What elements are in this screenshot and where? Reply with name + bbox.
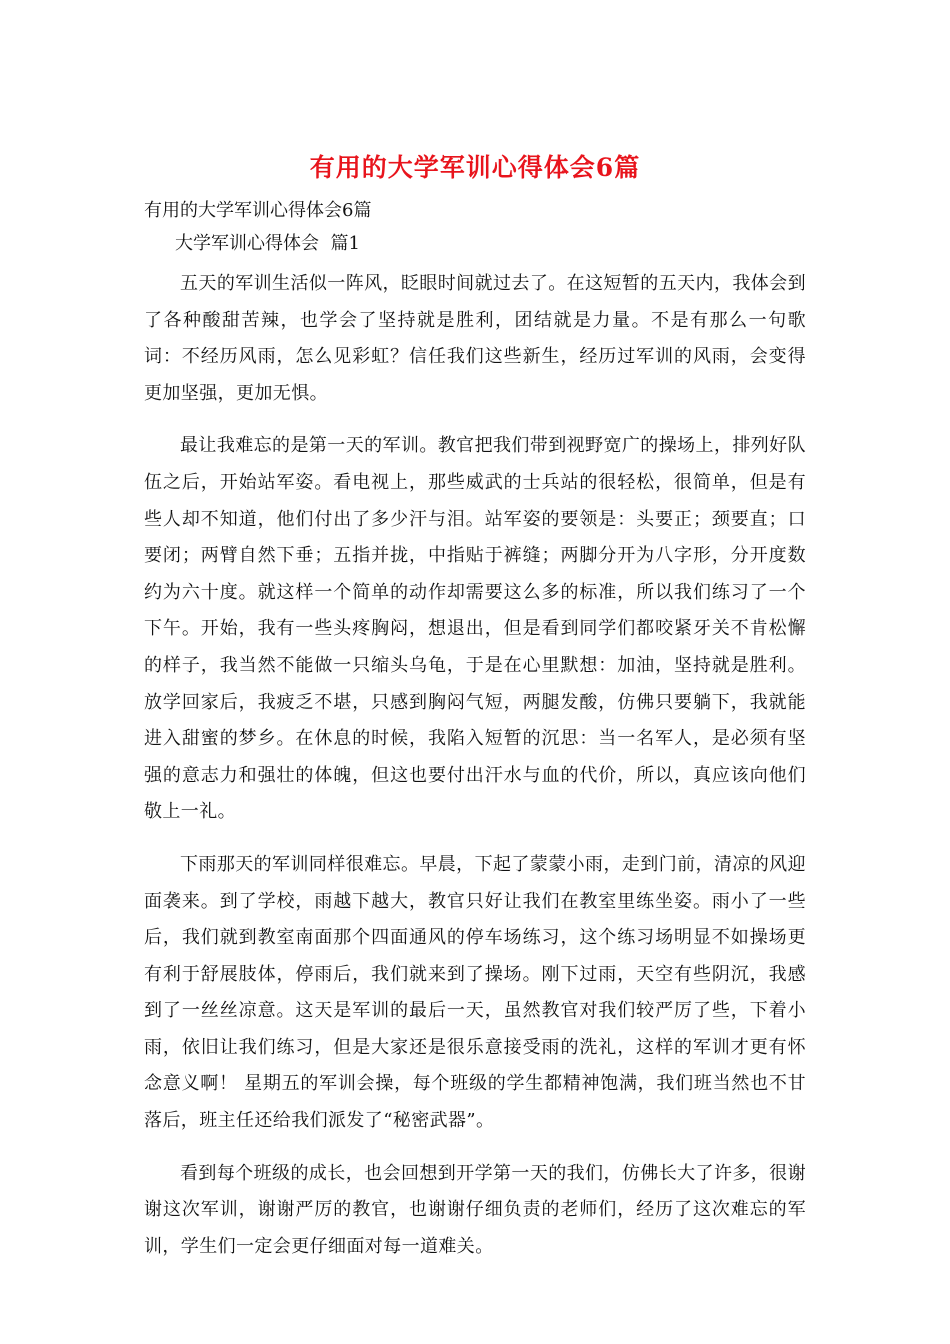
document-title: 有用的大学军训心得体会6篇 — [309, 153, 641, 182]
body-paragraph: 下雨那天的军训同样很难忘。早晨，下起了蒙蒙小雨，走到门前，清凉的风迎面袭来。到了学校，雨越下越大，教官只好让我们在教室里练坐姿。雨小了一些后，我们就到教室南面那个四面通风的停车场练习，这个练习场明显不如操场更有利于舒展肢体，停雨后，我们就来到了操场。刚下过雨，天空有些阴沉，我感到了一丝丝凉意。这天是军训的最后一天，虽然教官对我们较严厉了些，下着小雨，依旧让我们练习，但是大家还是很乐意接受雨的洗礼，这样的军训才更有怀念意义啊！ 星期五的军训会操，每个班级的学生都精神饱满，我们班当然也不甘落后，班主任还给我们派发了“秘密武器”。 — [144, 853, 806, 1132]
body-paragraph: 五天的军训生活似一阵风，眨眼时间就过去了。在这短暂的五天内，我体会到了各种酸甜苦辣，也学会了坚持就是胜利，团结就是力量。不是有那么一句歌词：不经历风雨，怎么见彩虹？信任我们这些新生，经历过军训的风雨，会变得更加坚强，更加无惧。 — [144, 273, 806, 404]
document-subtitle: 有用的大学军训心得体会6篇 — [144, 200, 372, 221]
body-paragraph: 看到每个班级的成长，也会回想到开学第一天的我们，仿佛长大了许多，很谢谢这次军训，谢谢严厉的教官，也谢谢仔细负责的老师们，经历了这次难忘的军训，学生们一定会更仔细面对每一道难关。 — [144, 1162, 806, 1257]
section-heading: 大学军训心得体会 篇1 — [175, 233, 360, 254]
body-paragraph: 最让我难忘的是第一天的军训。教官把我们带到视野宽广的操场上，排列好队伍之后，开始站军姿。看电视上，那些威武的士兵站的很轻松，很简单，但是有些人却不知道，他们付出了多少汗与泪。站军姿的要领是：头要正；颈要直；口要闭；两臂自然下垂；五指并拢，中指贴于裤缝；两脚分开为八字形，分开度数约为六十度。就这样一个简单的动作却需要这么多的标准，所以我们练习了一个下午。开始，我有一些头疼胸闷，想退出，但是看到同学们都咬紧牙关不肯松懈的样子，我当然不能做一只缩头乌龟，于是在心里默想：加油，坚持就是胜利。放学回家后，我疲乏不堪，只感到胸闷气短，两腿发酸，仿佛只要躺下，我就能进入甜蜜的梦乡。在休息的时候，我陷入短暂的沉思：当一名军人，是必须有坚强的意志力和强壮的体魄，但这也要付出汗水与血的代价，所以，真应该向他们敬上一礼。 — [144, 435, 806, 823]
document-body — [144, 266, 806, 1281]
